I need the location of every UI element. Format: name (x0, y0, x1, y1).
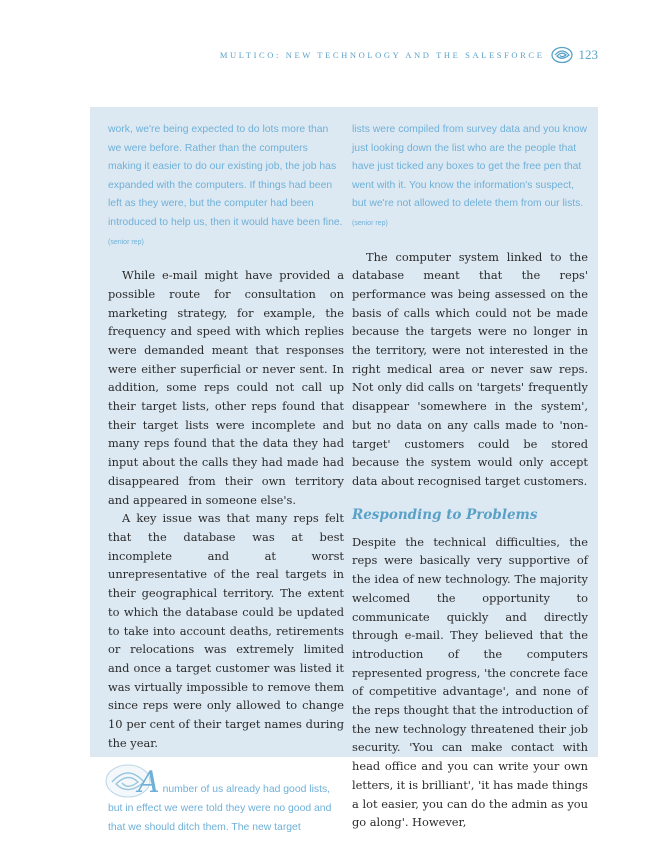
interview-quote (108, 121, 344, 252)
left-column (108, 107, 344, 837)
quote-body: number of us already had good lists, but in effect we were told they were no good and that we should ditch them. The new target (108, 784, 332, 833)
page-number: 123 (578, 47, 598, 62)
swirl-eye-icon (551, 46, 573, 64)
right-column (352, 107, 588, 832)
quote-text: lists were compiled from survey data and you know just looking down the list who are the people that have just ticked any boxes to get the free pen that went with it. You know the information's suspect, but we're not allowed to delete them from our lists. (352, 124, 588, 210)
dropcap-letter: A (138, 765, 160, 801)
running-head-title: MULTICO: NEW TECHNOLOGY AND THE SALESFORCE (219, 50, 545, 60)
running-header (220, 46, 598, 64)
interview-quote (352, 121, 588, 234)
body-paragraph: A key issue was that many reps felt that the database was at best incomplete and at worst unrepresentative of the real targets in their geographical territory. The extent to which the database could be updated to take into account deaths, retirements or relocations was extremely limited and once a target customer was listed it was virtually impossible to remove them since reps were only allowed to change 10 per cent of their target names during the year. (108, 511, 344, 750)
body-paragraph: The computer system linked to the database meant that the reps' performance was being assessed on the basis of calls which could not be made because the targets were no longer in the territory, were not interested in the right medical area or never saw reps. Not only did calls on 'targets' frequently disappear 'somewhere in the system', but no data on any calls made to 'non-target' customers could be stored because the system would only accept data about recognised target customers. (352, 249, 588, 488)
body-paragraph: Despite the technical difficulties, the reps were basically very supportive of the idea of new technology. The majority welcomed the opportunity to communicate quickly and directly through e-mail. They believed that the introduction of the computers represented progress, 'the concrete face of competitive advantage', and none of the reps thought that the introduction of the new technology threatened their job security. 'You can make contact with head office and you can write your own letters, it is brilliant', 'it has made things a lot easier, you can do the admin as you go along'. However, (352, 534, 588, 830)
dropcap-quote (108, 765, 344, 837)
quote-text: work, we're being expected to do lots more than we were before. Rather than the computers making it easier to do our existing job, the job has expanded with the computers. If things had been left as they were, but the computer had been introduced to help us, then it would have been fine. (108, 124, 343, 228)
quote-attribution: (senior rep) (352, 219, 388, 227)
quote-attribution: (senior rep) (108, 238, 144, 246)
content-panel (90, 107, 598, 833)
quote-text (108, 765, 344, 837)
body-paragraph: While e-mail might have provided a possible route for consultation on marketing strategy, for example, the frequency and speed with which replies were demanded meant that responses were either superficial or never sent. In addition, some reps could not call up their target lists, other reps found that their target lists were incomplete and many reps found that the data they had input about the calls they had made had disappeared from their own territory and appeared in someone else's. (108, 268, 344, 507)
section-heading: Responding to Problems (352, 506, 538, 523)
